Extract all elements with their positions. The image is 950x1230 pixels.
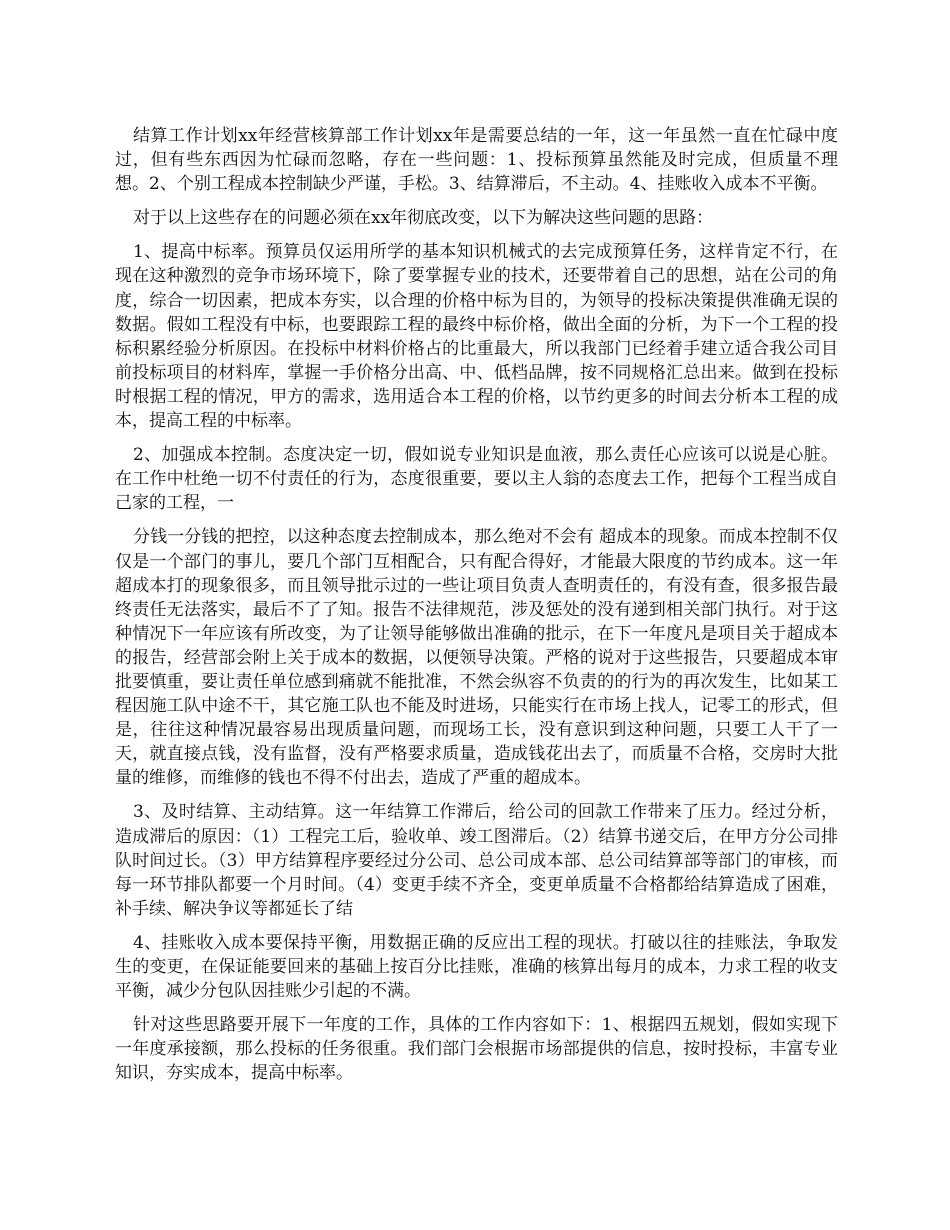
document-body — [115, 124, 838, 1095]
paragraph-point-3: 3、及时结算、主动结算。这一年结算工作滞后，给公司的回款工作带来了压力。经过分析，造成滞后的原因：（1）工程完工后，验收单、竣工图滞后。（2）结算书递交后，在甲方分公司排队时间过长。（3）甲方结算程序要经过分公司、总公司成本部、总公司结算部等部门的审核，而每一环节排队都要一个月时间。（4）变更手续不齐全，变更单质量不合格都给结算造成了困难，补手续、解决争议等都延长了结 — [115, 802, 838, 919]
paragraph-transition: 对于以上这些存在的问题必须在xx年彻底改变，以下为解决这些问题的思路： — [133, 208, 714, 229]
paragraph-intro: 结算工作计划xx年经营核算部工作计划xx年是需要总结的一年，这一年虽然一直在忙碌中度过，但有些东西因为忙碌而忽略，存在一些问题：1、投标预算虽然能及时完成，但质量不理想。2、个别工程成本控制缺少严谨，手松。3、结算滞后，不主动。4、挂账收入成本不平衡。 — [115, 126, 838, 195]
paragraph-plan: 针对这些思路要开展下一年度的工作，具体的工作内容如下：1、根据四五规划，假如实现下一年度承接额，那么投标的任务很重。我们部门会根据市场部提供的信息，按时投标，丰富专业知识，夯实成本，提高中标率。 — [115, 1015, 838, 1084]
paragraph-point-4: 4、挂账收入成本要保持平衡，用数据正确的反应出工程的现状。打破以往的挂账法，争取发生的变更，在保证能要回来的基础上按百分比挂账，准确的核算出每月的成本，力求工程的收支平衡，减少分包队因挂账少引起的不满。 — [115, 932, 838, 1002]
paragraph-point-2: 2、加强成本控制。态度决定一切，假如说专业知识是血液，那么责任心应该可以说是心脏。在工作中杜绝一切不付责任的行为，态度很重要，要以主人翁的态度去工作，把每个工程当成自己家的工程，一 — [115, 445, 838, 514]
paragraph-point-1: 1、提高中标率。预算员仅运用所学的基本知识机械式的去完成预算任务，这样肯定不行，在现在这种激烈的竞争市场环境下，除了要掌握专业的技术，还要带着自己的思想，站在公司的角度，综合一切因素，把成本夯实，以合理的价格中标为目的，为领导的投标决策提供准确无误的数据。假如工程没有中标，也要跟踪工程的最终中标价格，做出全面的分析，为下一个工程的投标积累经验分析原因。在投标中材料价格占的比重最大，所以我部门已经着手建立适合我公司目前投标项目的材料库，掌握一手价格分出高、中、低档品牌，按不同规格汇总出来。做到在投标时根据工程的情况，甲方的需求，选用适合本工程的价格，以节约更多的时间去分析本工程的成本，提高工程的中标率。 — [115, 242, 838, 432]
paragraph-point-2-continued: 分钱一分钱的把控，以这种态度去控制成本，那么绝对不会有 超成本的现象。而成本控制不仅仅是一个部门的事儿，要几个部门互相配合，只有配合得好，才能最大限度的节约成本。这一年超成本打的现象很多，而且领导批示过的一些让项目负责人查明责任的，有没有查，很多报告最终责任无法落实，最后不了了知。报告不法律规范，涉及惩处的没有递到相关部门执行。对于这种情况下一年应该有所改变，为了让领导能够做出准确的批示，在下一年度凡是项目关于超成本的报告，经营部会附上关于成本的数据，以便领导决策。严格的说对于这些报告，只要超成本审批要慎重，要让责任单位感到痛就不能批准，不然会纵容不负责的的行为的再次发生，比如某工程因施工队中途不干，其它施工队也不能及时进场，只能实行在市场上找人，记零工的形式，但是，往往这种情况最容易出现质量问题，而现场工长，没有意识到这种问题，只要工人干了一天，就直接点钱，没有监督，没有严格要求质量，造成钱花出去了，而质量不合格，交房时大批量的维修，而维修的钱也不得不付出去，造成了严重的超成本。 — [115, 527, 838, 789]
